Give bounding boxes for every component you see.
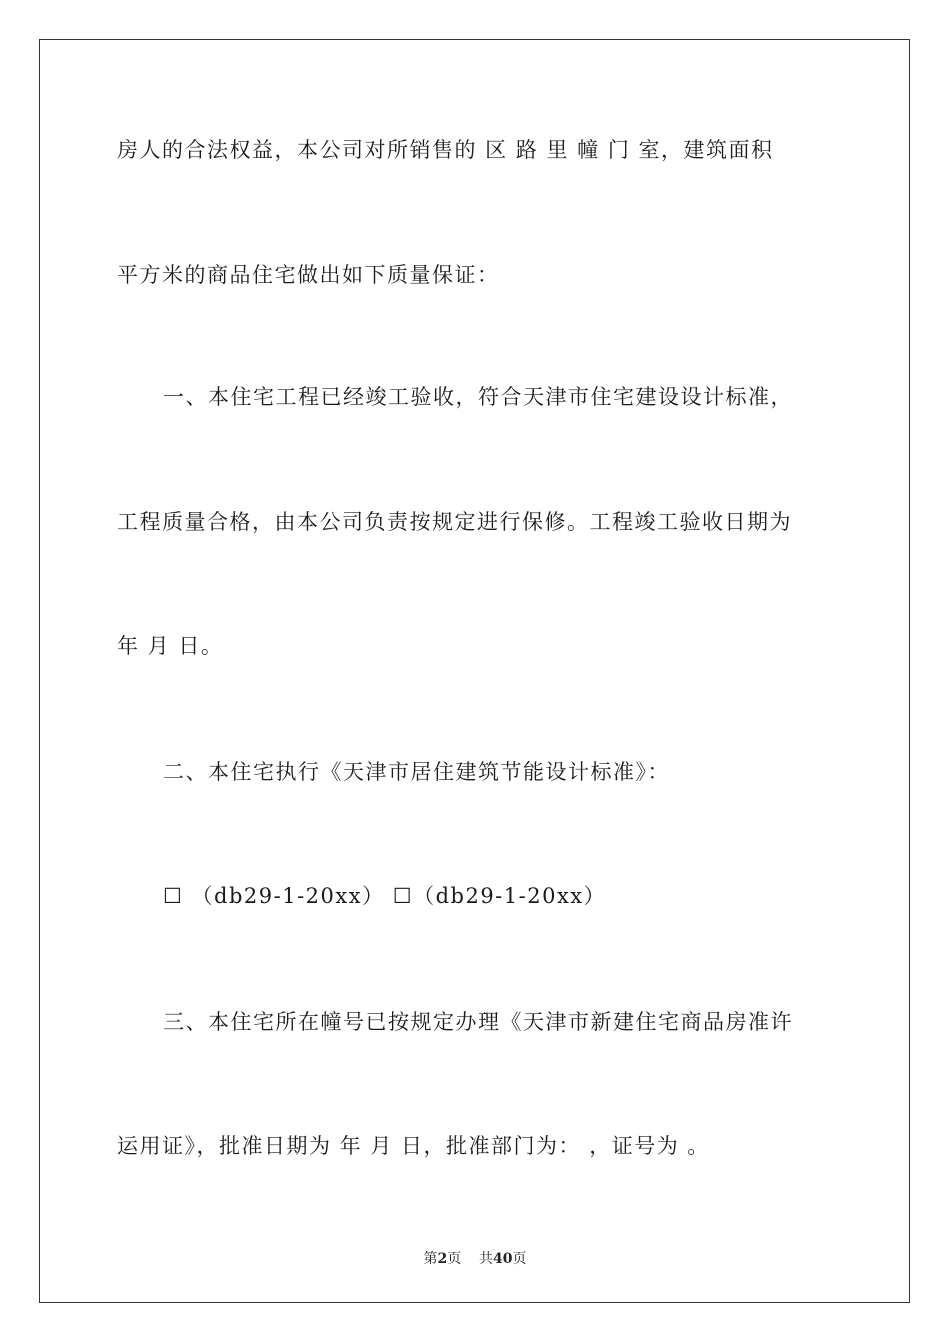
clause-1-line-2: 工程质量合格，由本公司负责按规定进行保修。工程竣工验收日期为 [117, 510, 792, 534]
total-prefix: 共 [479, 1251, 494, 1267]
clause-3-line-2: 运用证》，批准日期为 年 月 日，批准部门为： ，证号为 。 [117, 1134, 710, 1158]
clause-3-line-1: 三、本住宅所在幢号已按规定办理《天津市新建住宅商品房准许 [163, 1010, 793, 1034]
page-prefix: 第 [423, 1251, 438, 1267]
page-footer [0, 1248, 950, 1268]
clause-1-line-1: 一、本住宅工程已经竣工验收，符合天津市住宅建设设计标准， [163, 385, 793, 409]
standard-checkboxes-line: ☐ （db29-1-20xx） ☐（db29-1-20xx） [163, 884, 607, 908]
page-frame [39, 39, 910, 1303]
page-suffix: 页 [447, 1251, 462, 1267]
paragraph-line-1: 房人的合法权益，本公司对所销售的 区 路 里 幢 门 室，建筑面积 [117, 138, 774, 162]
total-suffix: 页 [512, 1251, 527, 1267]
total-pages: 40 [493, 1251, 513, 1267]
paragraph-line-2: 平方米的商品住宅做出如下质量保证： [117, 263, 500, 287]
clause-2-line-1: 二、本住宅执行《天津市居住建筑节能设计标准》： [163, 760, 670, 784]
page-number: 2 [437, 1251, 448, 1267]
clause-1-line-3: 年 月 日。 [117, 634, 224, 658]
